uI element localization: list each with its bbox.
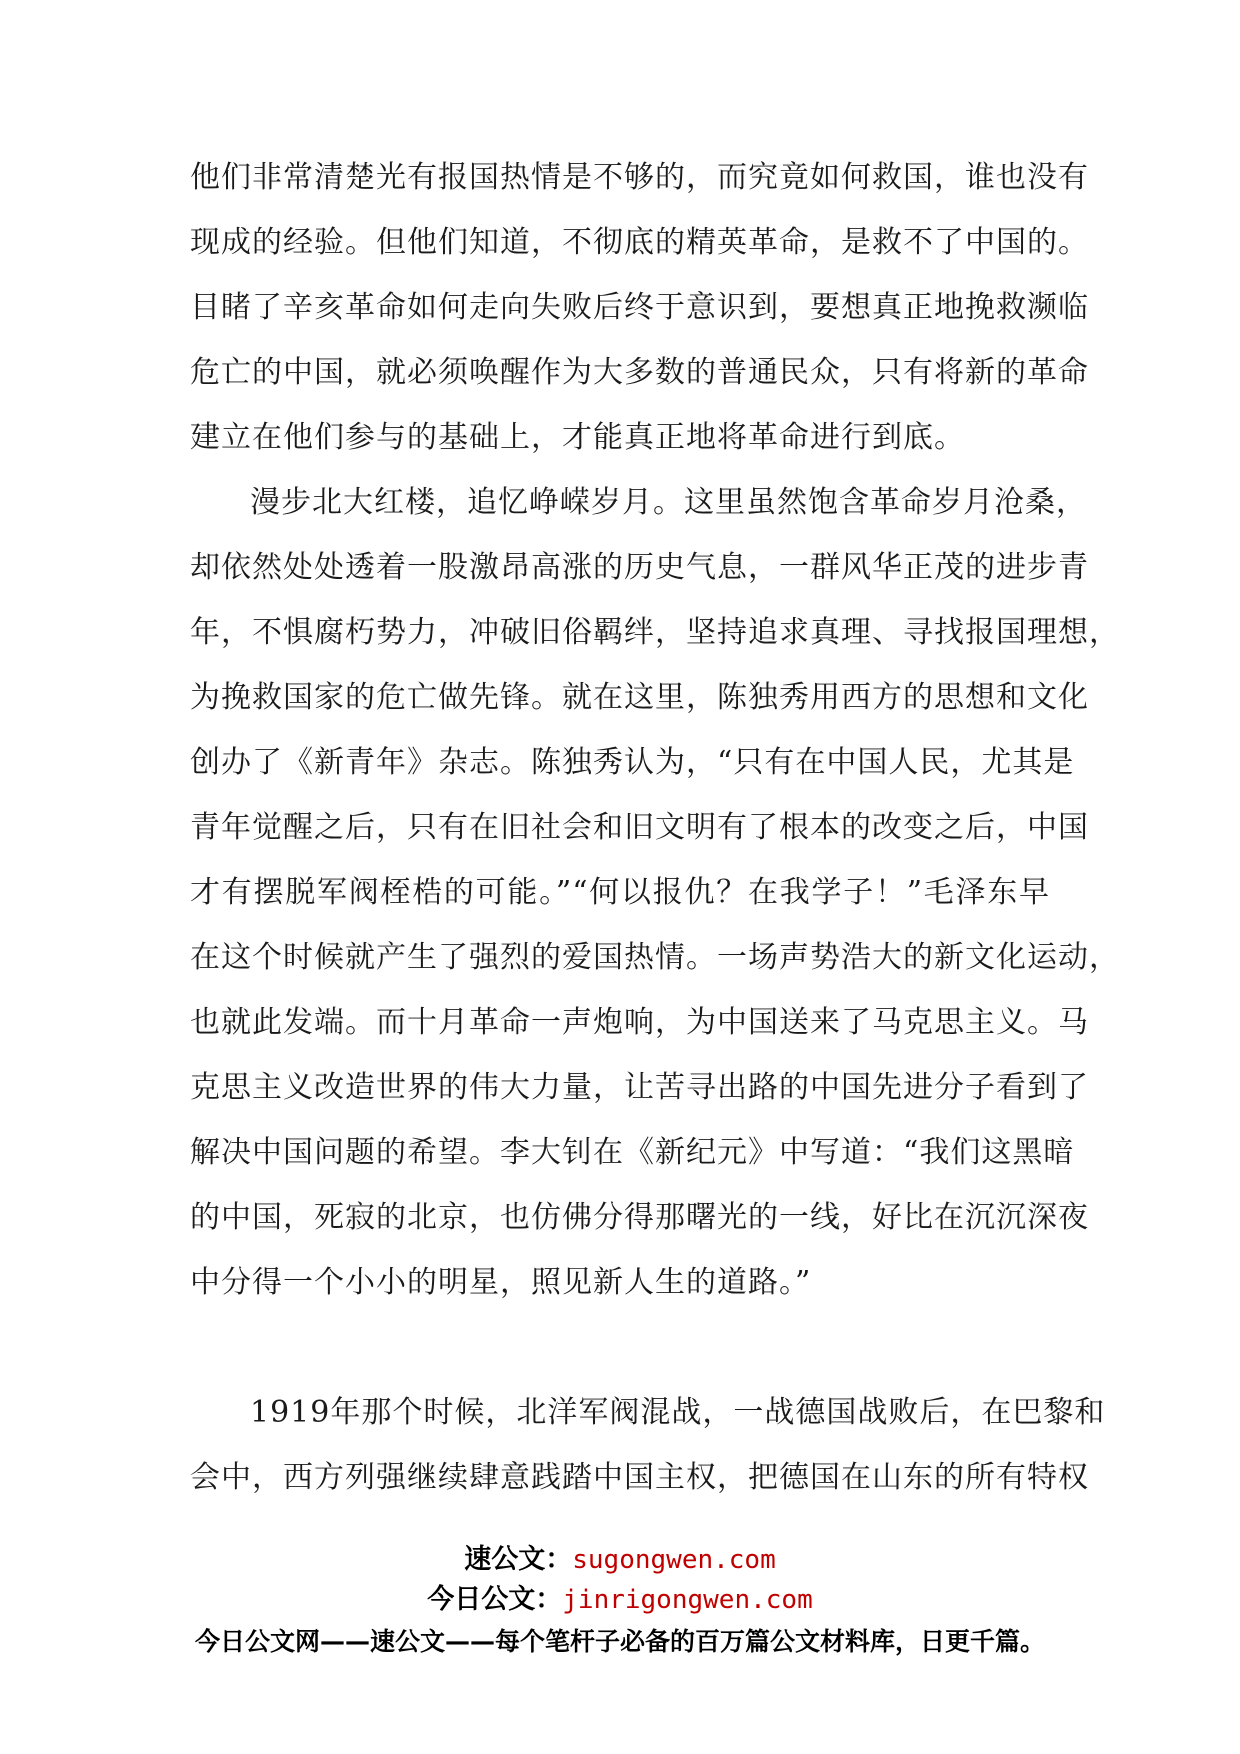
paragraph-line: 他们非常清楚光有报国热情是不够的，而究竟如何救国，谁也没有 bbox=[190, 160, 1089, 195]
footer-link-sugongwen[interactable]: sugongwen.com bbox=[572, 1545, 776, 1575]
footer-slogan: 今日公文网——速公文——每个笔杆子必备的百万篇公文材料库，日更千篇。 bbox=[194, 1627, 1045, 1656]
paragraph-line: 创办了《新青年》杂志。陈独秀认为，“只有在中国人民，尤其是 bbox=[190, 745, 1075, 780]
paragraph-line: 中分得一个小小的明星，照见新人生的道路。” bbox=[190, 1265, 812, 1300]
paragraph-3 bbox=[190, 1380, 1106, 1510]
paragraph-line: 漫步北大红楼，追忆峥嵘岁月。这里虽然饱含革命岁月沧桑， bbox=[250, 485, 1087, 520]
paragraph-line: 会中，西方列强继续肆意践踏中国主权，把德国在山东的所有特权 bbox=[190, 1460, 1089, 1495]
paragraph-line: 却依然处处透着一股激昂高涨的历史气息，一群风华正茂的进步青 bbox=[190, 550, 1089, 585]
paragraph-line: 1919年那个时候，北洋军阀混战，一战德国战败后，在巴黎和 bbox=[250, 1395, 1106, 1430]
footer-label: 速公文： bbox=[464, 1544, 573, 1575]
paragraph-line: 才有摆脱军阀桎梏的可能。”“何以报仇？在我学子！”毛泽东早 bbox=[190, 875, 1050, 910]
footer-label: 今日公文： bbox=[427, 1584, 563, 1615]
paragraph-line: 现成的经验。但他们知道，不彻底的精英革命，是救不了中国的。 bbox=[190, 225, 1089, 260]
paragraph-line: 解决中国问题的希望。李大钊在《新纪元》中写道：“我们这黑暗 bbox=[190, 1135, 1075, 1170]
paragraph-1 bbox=[190, 145, 1089, 470]
paragraph-line: 建立在他们参与的基础上，才能真正地将革命进行到底。 bbox=[190, 420, 965, 455]
paragraph-line: 目睹了辛亥革命如何走向失败后终于意识到，要想真正地挽救濒临 bbox=[190, 290, 1089, 325]
paragraph-line: 青年觉醒之后，只有在旧社会和旧文明有了根本的改变之后，中国 bbox=[190, 810, 1089, 845]
paragraph-2 bbox=[190, 470, 1120, 1315]
paragraph-line: 为挽救国家的危亡做先锋。就在这里，陈独秀用西方的思想和文化 bbox=[190, 680, 1089, 715]
paragraph-line: 年，不惧腐朽势力，冲破旧俗羁绊，坚持追求真理、寻找报国理想， bbox=[190, 615, 1120, 650]
paragraph-line: 危亡的中国，就必须唤醒作为大多数的普通民众，只有将新的革命 bbox=[190, 355, 1089, 390]
paragraph-line: 克思主义改造世界的伟大力量，让苦寻出路的中国先进分子看到了 bbox=[190, 1070, 1089, 1105]
paragraph-line: 在这个时候就产生了强烈的爱国热情。一场声势浩大的新文化运动， bbox=[190, 940, 1120, 975]
paragraph-line: 也就此发端。而十月革命一声炮响，为中国送来了马克思主义。马 bbox=[190, 1005, 1089, 1040]
footer-link-jinrigongwen[interactable]: jinrigongwen.com bbox=[562, 1585, 813, 1615]
footer-jinrigongwen bbox=[0, 1580, 1240, 1620]
paragraph-line: 的中国，死寂的北京，也仿佛分得那曙光的一线，好比在沉沉深夜 bbox=[190, 1200, 1089, 1235]
footer-sugongwen bbox=[0, 1540, 1240, 1580]
